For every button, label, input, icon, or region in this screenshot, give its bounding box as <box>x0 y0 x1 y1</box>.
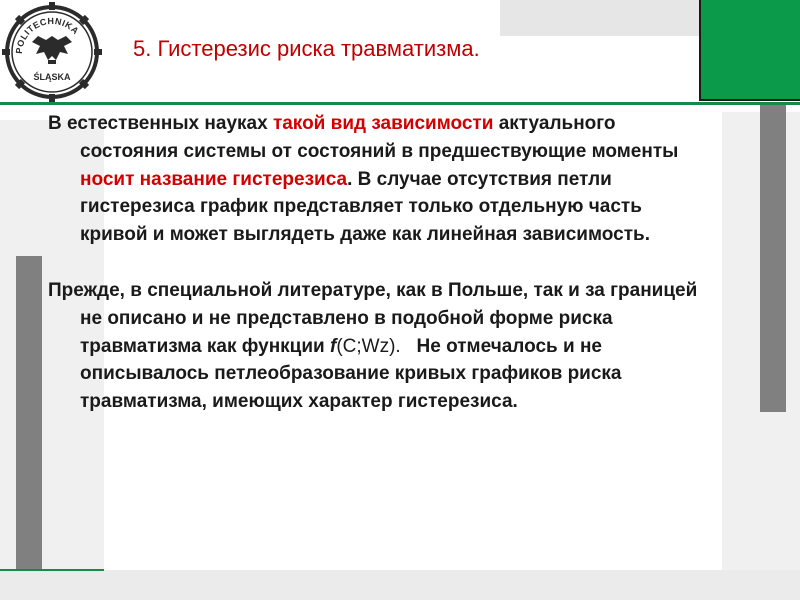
left-gray-bar <box>16 256 42 570</box>
bottom-band <box>0 570 800 600</box>
para1-text-3: . В случае отсутствия петли гистерезиса график представляет только отдельную часть кривой и может выглядеть даже как линейная зависимость. <box>80 168 650 246</box>
slide-title: 5. Гистерезис риска травматизма. <box>133 36 480 61</box>
para2-text-2: Не отмечалось и не описывалось петлеобразование кривых графиков риска травматизма, имеющих характер гистерезиса. <box>80 335 622 413</box>
university-logo-icon <box>2 2 102 102</box>
header-divider <box>0 102 800 105</box>
para1-highlight-2: носит название гистерезиса <box>80 168 348 190</box>
logo-bottom-text: ŚLĄSKA <box>33 72 71 82</box>
para1-text-1: В естественных науках <box>48 113 273 134</box>
paragraph-literature-note <box>48 277 710 416</box>
para2-gap <box>401 336 417 357</box>
slide-body <box>48 110 710 444</box>
paragraph-hysteresis-definition <box>48 110 710 249</box>
bottom-left-divider <box>0 569 104 571</box>
para2-text-1: Прежде, в специальной литературе, как в Польше, так и за границей не описано и не представлено в подобной форме риска травматизма как функции <box>48 279 698 357</box>
green-corner-block <box>699 0 800 101</box>
para1-highlight-1: такой вид зависимости <box>272 113 494 134</box>
function-arguments: (C;Wz). <box>336 335 401 357</box>
function-symbol: f <box>330 335 337 357</box>
logo-arc-text: POLITECHNIKA <box>13 15 81 55</box>
right-gray-bar <box>760 105 786 412</box>
para1-text-2: актуального состояния системы от состояний в предшествующие моменты <box>80 113 679 162</box>
